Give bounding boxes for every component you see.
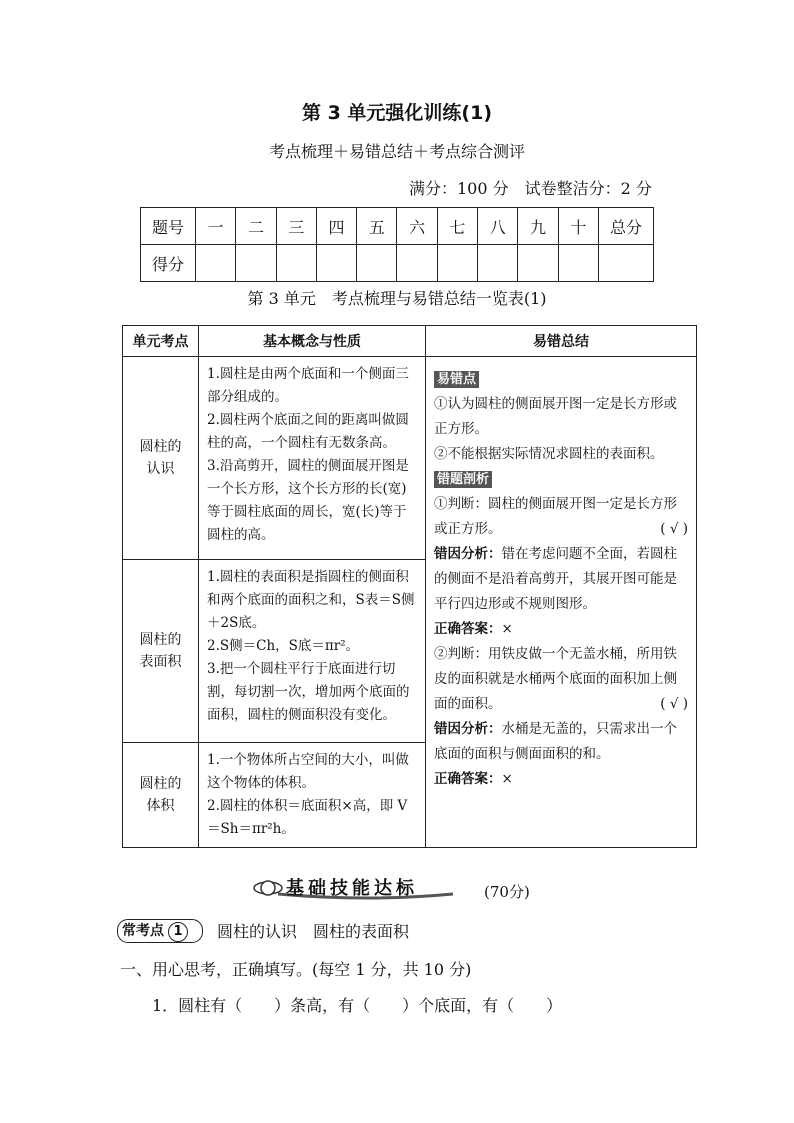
score-cell: 二 [236,208,276,245]
score-entry-cell[interactable] [558,245,598,282]
answer-mark: × [501,621,513,637]
column-header-mistakes: 易错总结 [426,326,697,357]
score-row-label: 得分 [141,245,196,282]
concept-item: 2.圆柱两个底面之间的距离叫做圆柱的高，一个圆柱有无数条高。 [207,412,409,451]
judgement-text: ②判断：用铁皮做一个无盖水桶，所用铁皮的面积就是水桶两个底面的面积加上侧面的面积。 [434,646,677,712]
concept-cell [199,743,426,848]
score-cell: 四 [316,208,356,245]
score-info: 满分：100 分 试卷整洁分：2 分 [409,179,652,198]
concept-item: 1.一个物体所占空间的大小，叫做这个物体的体积。 [207,752,409,791]
page-title: 第 3 单元强化训练(1) [301,102,493,124]
reason-text: 水桶是无盖的，只需求出一个底面的面积与侧面面积的和。 [434,721,677,762]
score-cell: 六 [397,208,437,245]
judgement-text: ①判断：圆柱的侧面展开图一定是长方形或正方形。 [434,496,677,537]
topic-cylinder-recognition: 圆柱的 认识 [123,357,199,560]
answer-mark: × [501,771,513,787]
answer-1 [434,617,688,642]
section-banner-title: 基础技能达标 [286,878,418,899]
score-entry-cell[interactable] [236,245,276,282]
page-subtitle: 考点梳理＋易错总结＋考点综合测评 [268,142,525,161]
score-table-header-row [141,208,654,245]
reason-label: 错因分析： [434,721,502,737]
judgement-2 [434,642,688,717]
badge-label: 常考点 [122,923,164,939]
score-entry-cell[interactable] [196,245,236,282]
key-point-title: 圆柱的认识 圆柱的表面积 [217,922,410,941]
concept-cell [199,560,426,743]
answer-2 [434,767,688,792]
judgement-1 [434,492,688,542]
score-entry-cell[interactable] [397,245,437,282]
score-entry-cell[interactable] [357,245,397,282]
score-entry-cell[interactable] [276,245,316,282]
column-header-concept: 基本概念与性质 [199,326,426,357]
reason-text: 错在考虑问题不全面，若圆柱的侧面不是沿着高剪开，其展开图可能是平行四边形或不规则图形。 [434,546,677,612]
badge-number: 1 [168,922,188,942]
topic-volume: 圆柱的 体积 [123,743,199,848]
topic-surface-area: 圆柱的 表面积 [123,560,199,743]
answer-label: 正确答案： [434,771,502,787]
score-cell: 一 [196,208,236,245]
mistakes-cell [426,357,697,848]
judgement-mark: ( √ ) [660,696,688,712]
tag-mistake-points: 易错点 [434,371,479,388]
reason-1 [434,542,688,617]
score-entry-cell[interactable] [478,245,518,282]
score-cell: 七 [437,208,477,245]
score-entry-cell[interactable] [437,245,477,282]
score-entry-cell[interactable] [316,245,356,282]
summary-table [122,325,697,848]
concept-item: 3.把一个圆柱平行于底面进行切割，每切割一次，增加两个底面的面积，圆柱的侧面积没有变化。 [207,661,410,723]
key-point-badge [117,919,203,943]
score-entry-cell[interactable] [599,245,654,282]
reason-2 [434,717,688,767]
tag-error-analysis: 错题剖析 [434,471,492,488]
score-cell: 总分 [599,208,654,245]
score-cell: 三 [276,208,316,245]
concept-item: 1.圆柱的表面积是指圆柱的侧面积和两个底面的面积之和，S表＝S侧＋2S底。 [207,569,415,631]
question-1: 1．圆柱有（ ）条高，有（ ）个底面，有（ ） [152,996,563,1015]
score-table [140,207,654,282]
score-cell: 八 [478,208,518,245]
judgement-mark: ( √ ) [660,521,688,537]
concept-item: 3.沿高剪开，圆柱的侧面展开图是一个长方形，这个长方形的长(宽)等于圆柱底面的周长，宽(长)等于圆柱的高。 [207,458,409,543]
section-banner-score: (70分) [484,883,530,901]
score-cell: 九 [518,208,558,245]
part-one-instructions: 一、用心思考，正确填写。(每空 1 分，共 10 分) [120,960,472,979]
score-table-entry-row [141,245,654,282]
concept-cell [199,357,426,560]
summary-caption: 第 3 单元 考点梳理与易错总结一览表(1) [247,289,547,308]
score-cell: 题号 [141,208,196,245]
column-header-topic: 单元考点 [123,326,199,357]
concept-item: 2.S侧＝Ch，S底＝πr²。 [207,638,360,654]
concept-item: 1.圆柱是由两个底面和一个侧面三部分组成的。 [207,366,409,405]
answer-label: 正确答案： [434,621,502,637]
score-cell: 五 [357,208,397,245]
score-entry-cell[interactable] [518,245,558,282]
score-cell: 十 [558,208,598,245]
concept-item: 2.圆柱的体积＝底面积×高，即 V＝Sh＝πr²h。 [207,798,408,837]
reason-label: 错因分析： [434,546,502,562]
mistake-item: ②不能根据实际情况求圆柱的表面积。 [434,446,664,462]
mistake-item: ①认为圆柱的侧面展开图一定是长方形或正方形。 [434,396,677,437]
